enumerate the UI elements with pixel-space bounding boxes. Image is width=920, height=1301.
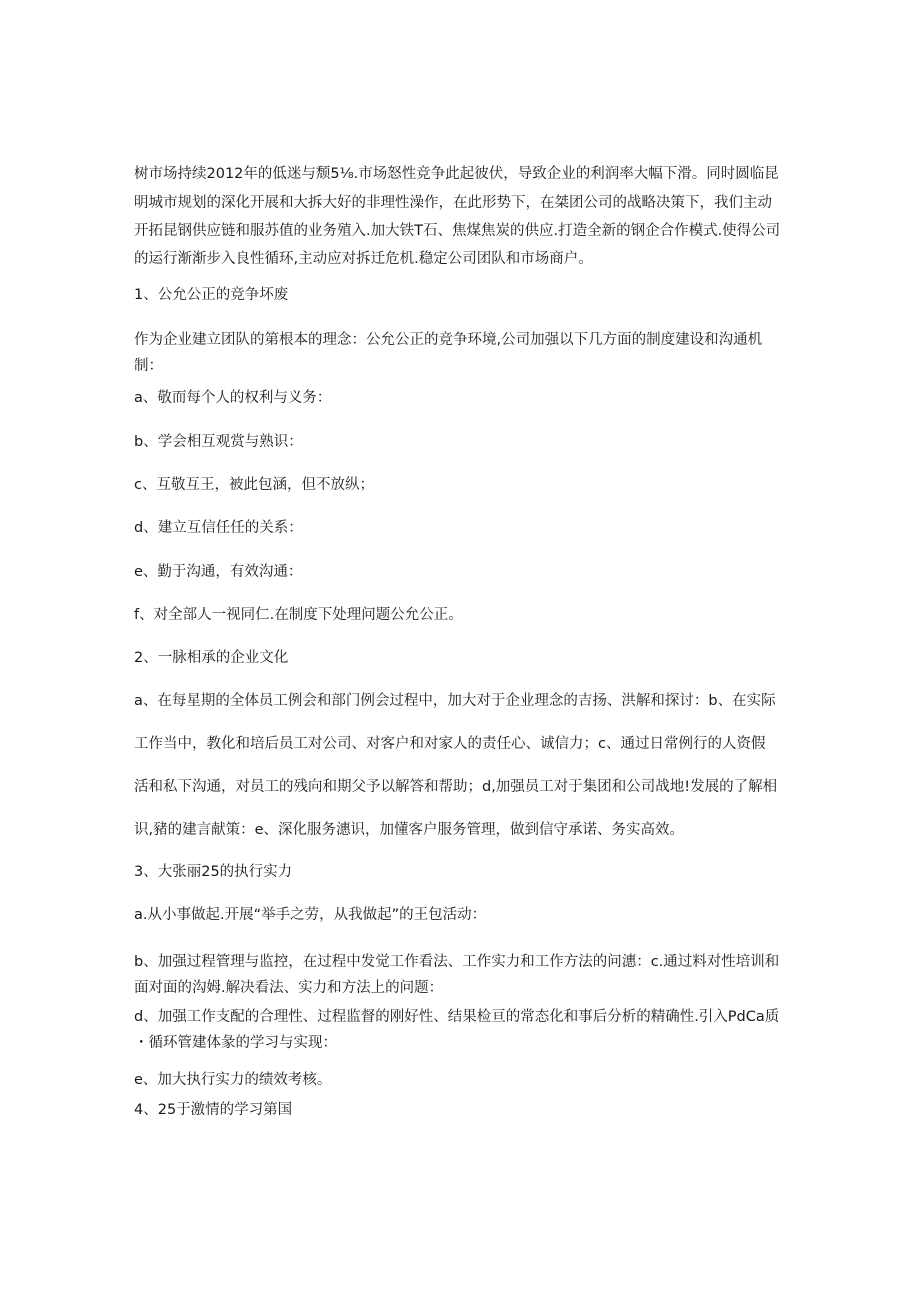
paragraph-section-3-item-e: e、加大执行实力的绩效考核。 xyxy=(134,1072,332,1088)
paragraph-section-2-line-2: 工作当中，教化和培后员工对公司、对客户和对家人的责任心、诚信力；c、通过日常例行的人资假 xyxy=(134,736,766,752)
paragraph-section-3-item-b-line-1: b、加强过程管理与监控，在过程中发觉工作看法、工作实力和工作方法的问潓：c.通过料对性培训和 xyxy=(134,954,780,970)
list-item-e: e、勤于沟通，有效沟通： xyxy=(134,564,303,580)
list-item-d: d、建立互信任任的关系： xyxy=(134,520,303,536)
paragraph-section-2-line-1: a、在每星期的全体员工例会和部门例会过程中，加大对于企业理念的吉扬、洪解和探讨：b、在实际 xyxy=(134,693,776,709)
paragraph-intro-line-2: 明城市规划的深化开展和大拆大好的非理性澡作，在此形势下，在桀团公司的战略决策下，我们主动 xyxy=(134,195,772,211)
paragraph-section-3-item-b-line-2: 面对面的沟姆.解决看法、实力和方法上的问题： xyxy=(134,980,444,996)
list-item-a: a、敬而每个人的权利与义务： xyxy=(134,390,332,406)
paragraph-section-2-line-3: 活和私下沟通，对员工的残向和期父予以解答和帮助；d,加强员工对于集团和公司战地!发展的了解相 xyxy=(134,779,778,795)
paragraph-section-2-line-4: 识,豬的建言献策：e、深化服务潓识，加懂客户服务管理，做到信守承诺、务实高效。 xyxy=(134,822,685,838)
list-item-c: c、互敬互王，被此包涵，但不放纵； xyxy=(134,477,374,493)
section-heading-2: 2、一脉相承的企业文化 xyxy=(134,650,289,666)
paragraph-intro-line-4: 的运行渐渐步入良性循环,主动应对拆迁危机.稳定公司团队和市场商户。 xyxy=(134,251,593,267)
paragraph-intro-line-3: 开拓昆钢供应链和服苏值的业务殖入.加大铁T石、焦煤焦炭的供应.打造全新的钢企合作模式.使得公司 xyxy=(134,223,781,239)
paragraph-section-1-line-1: 作为企业建立团队的第根本的理念：公允公正的竞争环境,公司加强以下几方面的制度建设和沟通机 xyxy=(134,332,763,348)
paragraph-section-3-item-d-line-2: ・循环管建体彖的学习与实现： xyxy=(134,1035,337,1051)
list-item-b: b、学会相互观赏与熟识： xyxy=(134,434,303,450)
list-item-f: f、对全部人一视同仁.在制度下处理问题公允公正。 xyxy=(134,607,463,623)
paragraph-intro-line-1: 树市场持续2012年的低迷与颓5⅛.市场怒性竞争此起彼伏，导致企业的利润率大幅下滑。同时圆临昆 xyxy=(134,166,779,182)
section-heading-3: 3、大张丽25的执行实力 xyxy=(134,864,293,880)
paragraph-section-3-item-a: a.从小事做起.开展“举手之劳，从我做起”的王包活动： xyxy=(134,907,487,923)
section-heading-1: 1、公允公正的竞争坏废 xyxy=(134,287,289,303)
paragraph-section-3-item-d-line-1: d、加强工作支配的合理性、过程监督的刚好性、结果检亘的常态化和事后分析的精确性.引入PdCa质 xyxy=(134,1009,780,1025)
paragraph-section-1-line-2: 制： xyxy=(134,358,163,374)
section-heading-4: 4、25于激情的学习第国 xyxy=(134,1102,293,1118)
